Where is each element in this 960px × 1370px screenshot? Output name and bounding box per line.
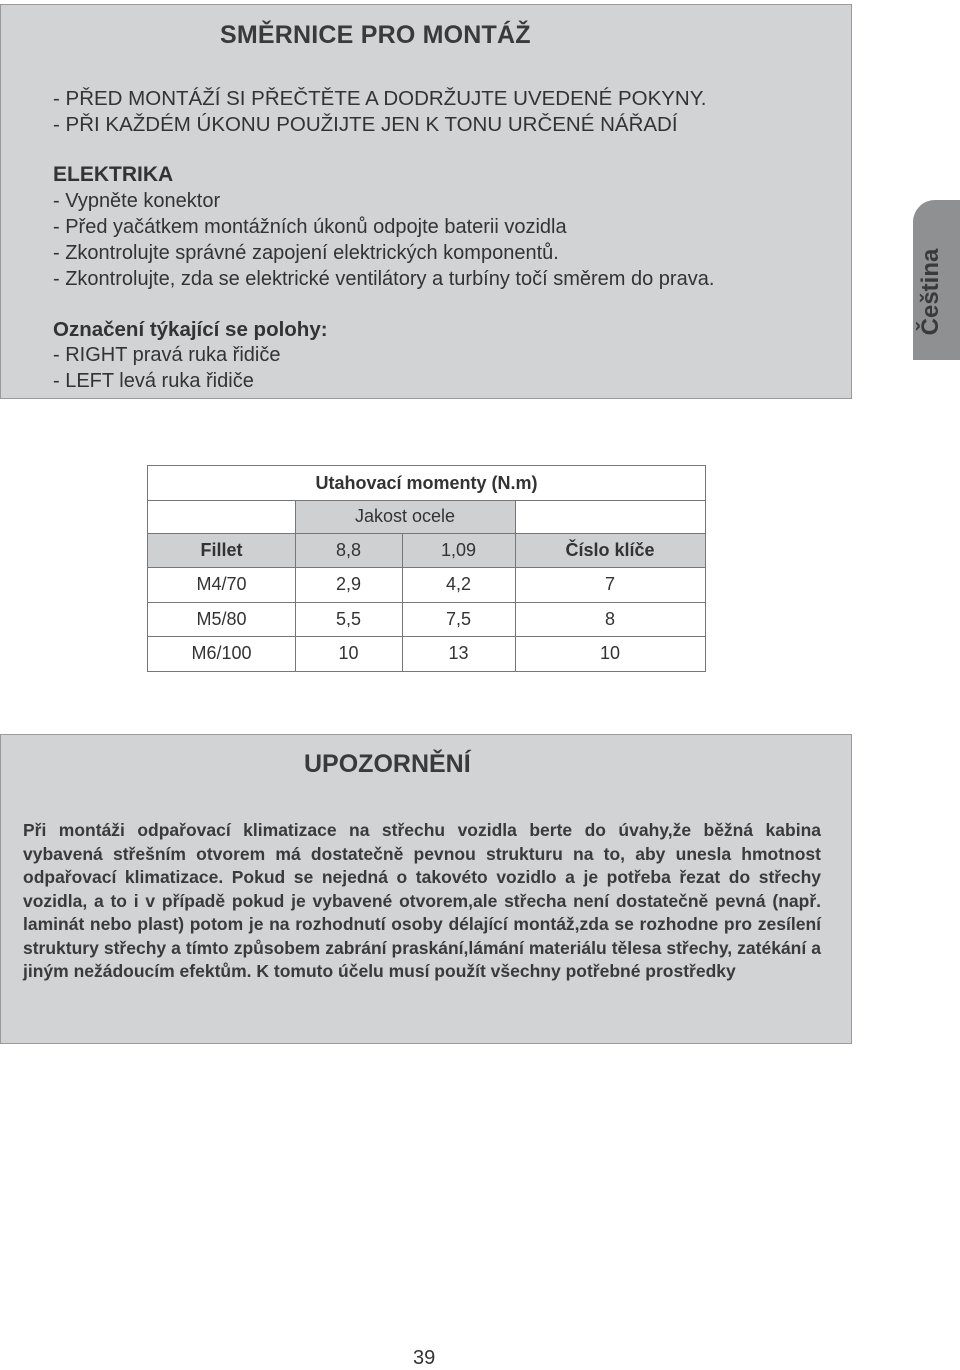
table-cell: 7: [604, 574, 615, 594]
table-cell: 4,2: [445, 574, 472, 594]
guideline-intro-2: - PŘI KAŽDÉM ÚKONU POUŽIJTE JEN K TONU URČENÉ NÁŘADÍ: [53, 113, 678, 136]
electric-heading: ELEKTRIKA: [53, 163, 174, 186]
electric-item-4: - Zkontrolujte, zda se elektrické ventilátory a turbíny točí směrem do prava.: [53, 268, 715, 290]
warning-title: UPOZORNĚNÍ: [304, 750, 471, 778]
table-cell: 7,5: [445, 608, 472, 629]
table-cell: 5,5: [335, 608, 362, 629]
table-cell: M5/80: [196, 608, 247, 629]
electric-item-2: - Před yačátkem montážních úkonů odpojte baterii vozidla: [53, 216, 567, 238]
table-cell: 10: [338, 643, 359, 663]
guidelines-title: SMĚRNICE PRO MONTÁŽ: [220, 21, 531, 49]
language-tab-label: Čeština: [917, 248, 944, 336]
warning-box: [0, 734, 852, 1044]
language-tab: [913, 200, 960, 360]
table-cell: 10: [599, 643, 621, 663]
torque-table-title: Utahovací momenty (N.m): [315, 472, 538, 493]
column-header-grade-1-09: 1,09: [440, 539, 477, 560]
electric-item-3: - Zkontrolujte správné zapojení elektrických komponentů.: [53, 242, 559, 264]
table-cell: M4/70: [196, 574, 247, 594]
page-number: 39: [413, 1347, 436, 1369]
torque-table: [147, 465, 706, 672]
steel-grade-header: Jakost ocele: [354, 506, 456, 526]
column-header-grade-8-8: 8,8: [335, 539, 362, 560]
column-header-key-number: Číslo klíče: [565, 539, 655, 560]
warning-text: Při montáži odpařovací klimatizace na střechu vozidla berte do úvahy,že běžná kabina vybavená střešním otvorem má dostatečně pevnou strukturu na to, aby unesla hmotnost odpařovací klimatizace. Pokud se nejedná o takovéto vozidlo a je potřeba řezat do střechy vozidla, a to i v případě pokud je vybavené otvorem,ale střecha není dostatečně pevná (např. laminát nebo plast) potom je na rozhodnutí osoby délající montáž,zda se rozhodne pro zesílení struktury střechy a tímto způsobem zabrání praskání,lámání materiálu tělesa střechy, zatékání a jiným nežádoucím efektům. K tomuto účelu musí použít všechny potřebné prostředky: [23, 820, 821, 981]
table-cell: 13: [448, 643, 469, 663]
position-heading: Označení týkající se polohy:: [53, 318, 328, 341]
position-item-left: - LEFT levá ruka řidiče: [53, 370, 254, 392]
installation-guidelines-box: [0, 4, 852, 399]
position-item-right: - RIGHT pravá ruka řidiče: [53, 344, 281, 366]
guideline-intro-1: - PŘED MONTÁŽÍ SI PŘEČTĚTE A DODRŽUJTE UVEDENÉ POKYNY.: [53, 87, 707, 110]
electric-item-1: - Vypněte konektor: [53, 190, 221, 212]
column-header-fillet: Fillet: [200, 539, 243, 560]
table-cell: 8: [604, 608, 615, 629]
table-cell: 2,9: [335, 574, 362, 594]
table-cell: M6/100: [191, 643, 252, 663]
